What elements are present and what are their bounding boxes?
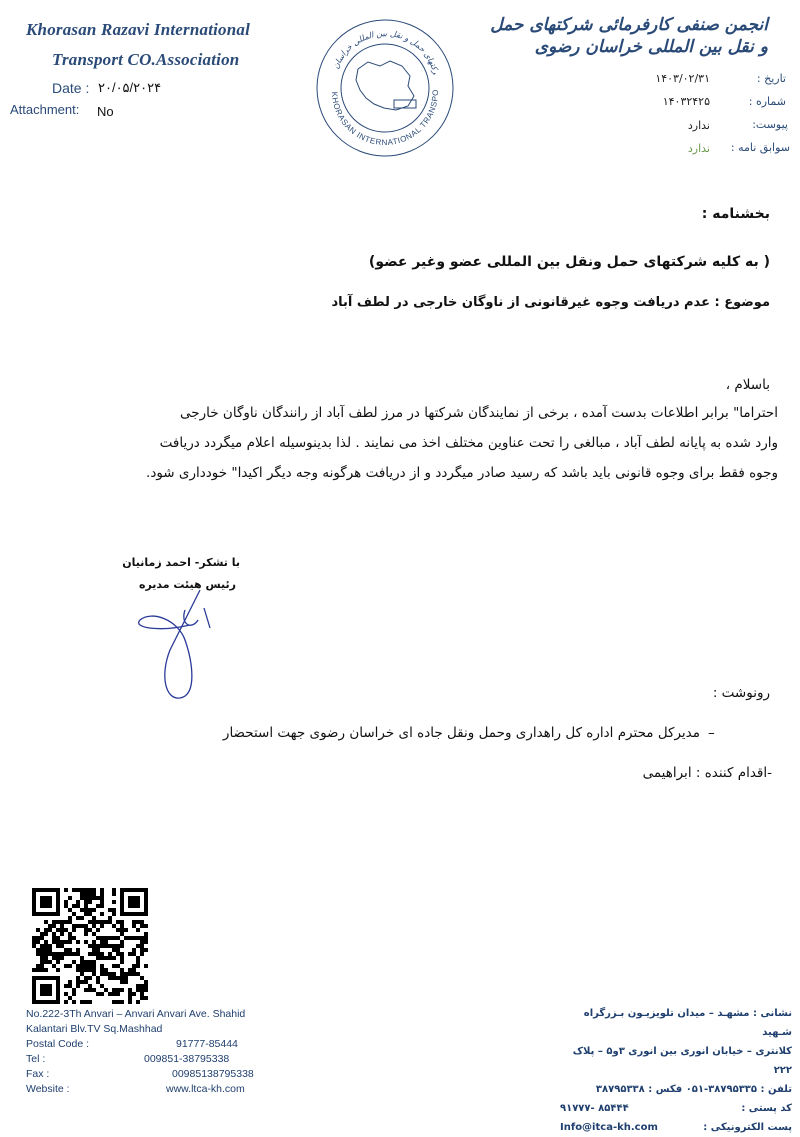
- signature-name: با تشکر- احمد زمانیان: [122, 556, 240, 569]
- date-label-en: Date :: [52, 80, 90, 96]
- footer-web-link[interactable]: www.ltca-kh.com: [166, 1083, 245, 1095]
- footer-tel-value: 009851-38795338: [144, 1053, 230, 1065]
- org-name-fa: انجمن صنفی کارفرمائی شرکتهای حمل و نقل بین المللی خراسان رضوی: [490, 15, 768, 57]
- paragraph-line-2: وارد شده به پایانه لطف آباد ، مبالغی را تحت عناوین مختلف اخذ می نمایند . لذا بدینوسیله اعلام میگردد دریافت: [159, 435, 778, 451]
- number-value-fa: ۱۴۰۳۲۴۲۵: [662, 95, 710, 108]
- footer-fa-postal-value: ۸۵۴۴۴ -۹۱۷۷۷: [560, 1103, 629, 1114]
- footer-address-line1: No.222-3Th Anvari – Anvari Anvari Ave. Shahid: [26, 1008, 246, 1020]
- footer-fax-value: 00985138795338: [172, 1068, 254, 1080]
- seal-text-en: KHORASAN INTERNATIONAL TRANSPO: [329, 88, 441, 148]
- footer-fax-label: Fax :: [26, 1068, 50, 1080]
- footer-address-line2: Kalantari Blv.TV Sq.Mashhad: [26, 1023, 163, 1035]
- attachment-label-en: Attachment:: [10, 102, 80, 117]
- cc-label: رونوشت :: [712, 685, 770, 701]
- org-name-en-line1: Khorasan Razavi International: [26, 20, 251, 39]
- footer-fa: [560, 1004, 792, 1137]
- iran-map-icon: [356, 61, 414, 110]
- footer-fa-email-label: پست الکترونیکی :: [703, 1122, 792, 1133]
- qr-code: [32, 888, 148, 1004]
- footer-en: [26, 1007, 286, 1097]
- footer-fa-postal-label: کد پستی :: [741, 1103, 792, 1114]
- paragraph-line-1: احتراما" برابر اطلاعات بدست آمده ، برخی از نمایندگان شرکتها در مرز لطف آباد از رانندگان ناوگان خارجی: [180, 405, 778, 421]
- recipients-line: ( به کلیه شرکتهای حمل ونقل بین المللی عضو وغیر عضو): [368, 254, 770, 270]
- cc-dash: –: [708, 725, 715, 741]
- action-by: -اقدام کننده : ابراهیمی: [642, 765, 772, 781]
- footer-postal-label: Postal Code :: [26, 1038, 90, 1050]
- date-value-fa: ۱۴۰۳/۰۲/۳۱: [655, 72, 710, 85]
- history-value-fa: ندارد: [687, 142, 710, 155]
- date-label-fa: تاریخ :: [756, 72, 786, 85]
- footer-postal-value: 91777-85444: [176, 1038, 238, 1050]
- org-name-en-line2: Transport CO.Association: [52, 50, 240, 69]
- circular-heading: بخشنامه :: [701, 206, 770, 222]
- history-label-fa: سوابق نامه :: [730, 141, 790, 154]
- subject-line: موضوع : عدم دریافت وجوه غیرقانونی از ناوگان خارجی در لطف آباد: [331, 295, 770, 310]
- cc-item: مدیرکل محترم اداره کل راهداری وحمل ونقل جاده ای خراسان رضوی جهت استحضار: [222, 725, 700, 741]
- number-label-fa: شماره :: [748, 95, 786, 108]
- paragraph-line-3: وجوه فقط برای وجوه قانونی باید باشد که رسید صادر میگردد و از دریافت هرگونه وجه دیگر اکیدا" خودداری شود.: [146, 465, 778, 481]
- attachment-label-fa: پیوست:: [752, 118, 788, 131]
- footer-tel-label: Tel :: [26, 1053, 46, 1065]
- seal-text-fa: رکتهای حمل و نقل بین المللی خراسان: [331, 28, 441, 76]
- footer-fa-phone: تلفن : ۳۸۷۹۵۳۳۵-۰۵۱ فکس : ۳۸۷۹۵۳۳۸: [595, 1084, 792, 1095]
- footer-fa-address-line1: نشانی : مشهـد – میدان تلویزیـون بـزرگراه شـهید: [583, 1008, 792, 1038]
- attachment-value-fa: ندارد: [687, 119, 710, 132]
- footer-fa-email-link[interactable]: Info@itca-kh.com: [560, 1122, 658, 1133]
- footer-web-label: Website :: [26, 1083, 70, 1095]
- signature-title: رئیس هیئت مدیره: [138, 578, 236, 591]
- association-logo: [310, 14, 460, 162]
- handwritten-signature: [130, 580, 250, 720]
- footer-fa-address-line2: کلانتری – خیابان انوری بین انوری ۳و۵ – پلاک ۲۲۲: [572, 1046, 792, 1076]
- greeting: باسلام ،: [725, 377, 770, 393]
- date-value-en: ۲۰/۰۵/۲۰۲۴: [98, 80, 162, 95]
- attachment-value-en: No: [97, 104, 114, 119]
